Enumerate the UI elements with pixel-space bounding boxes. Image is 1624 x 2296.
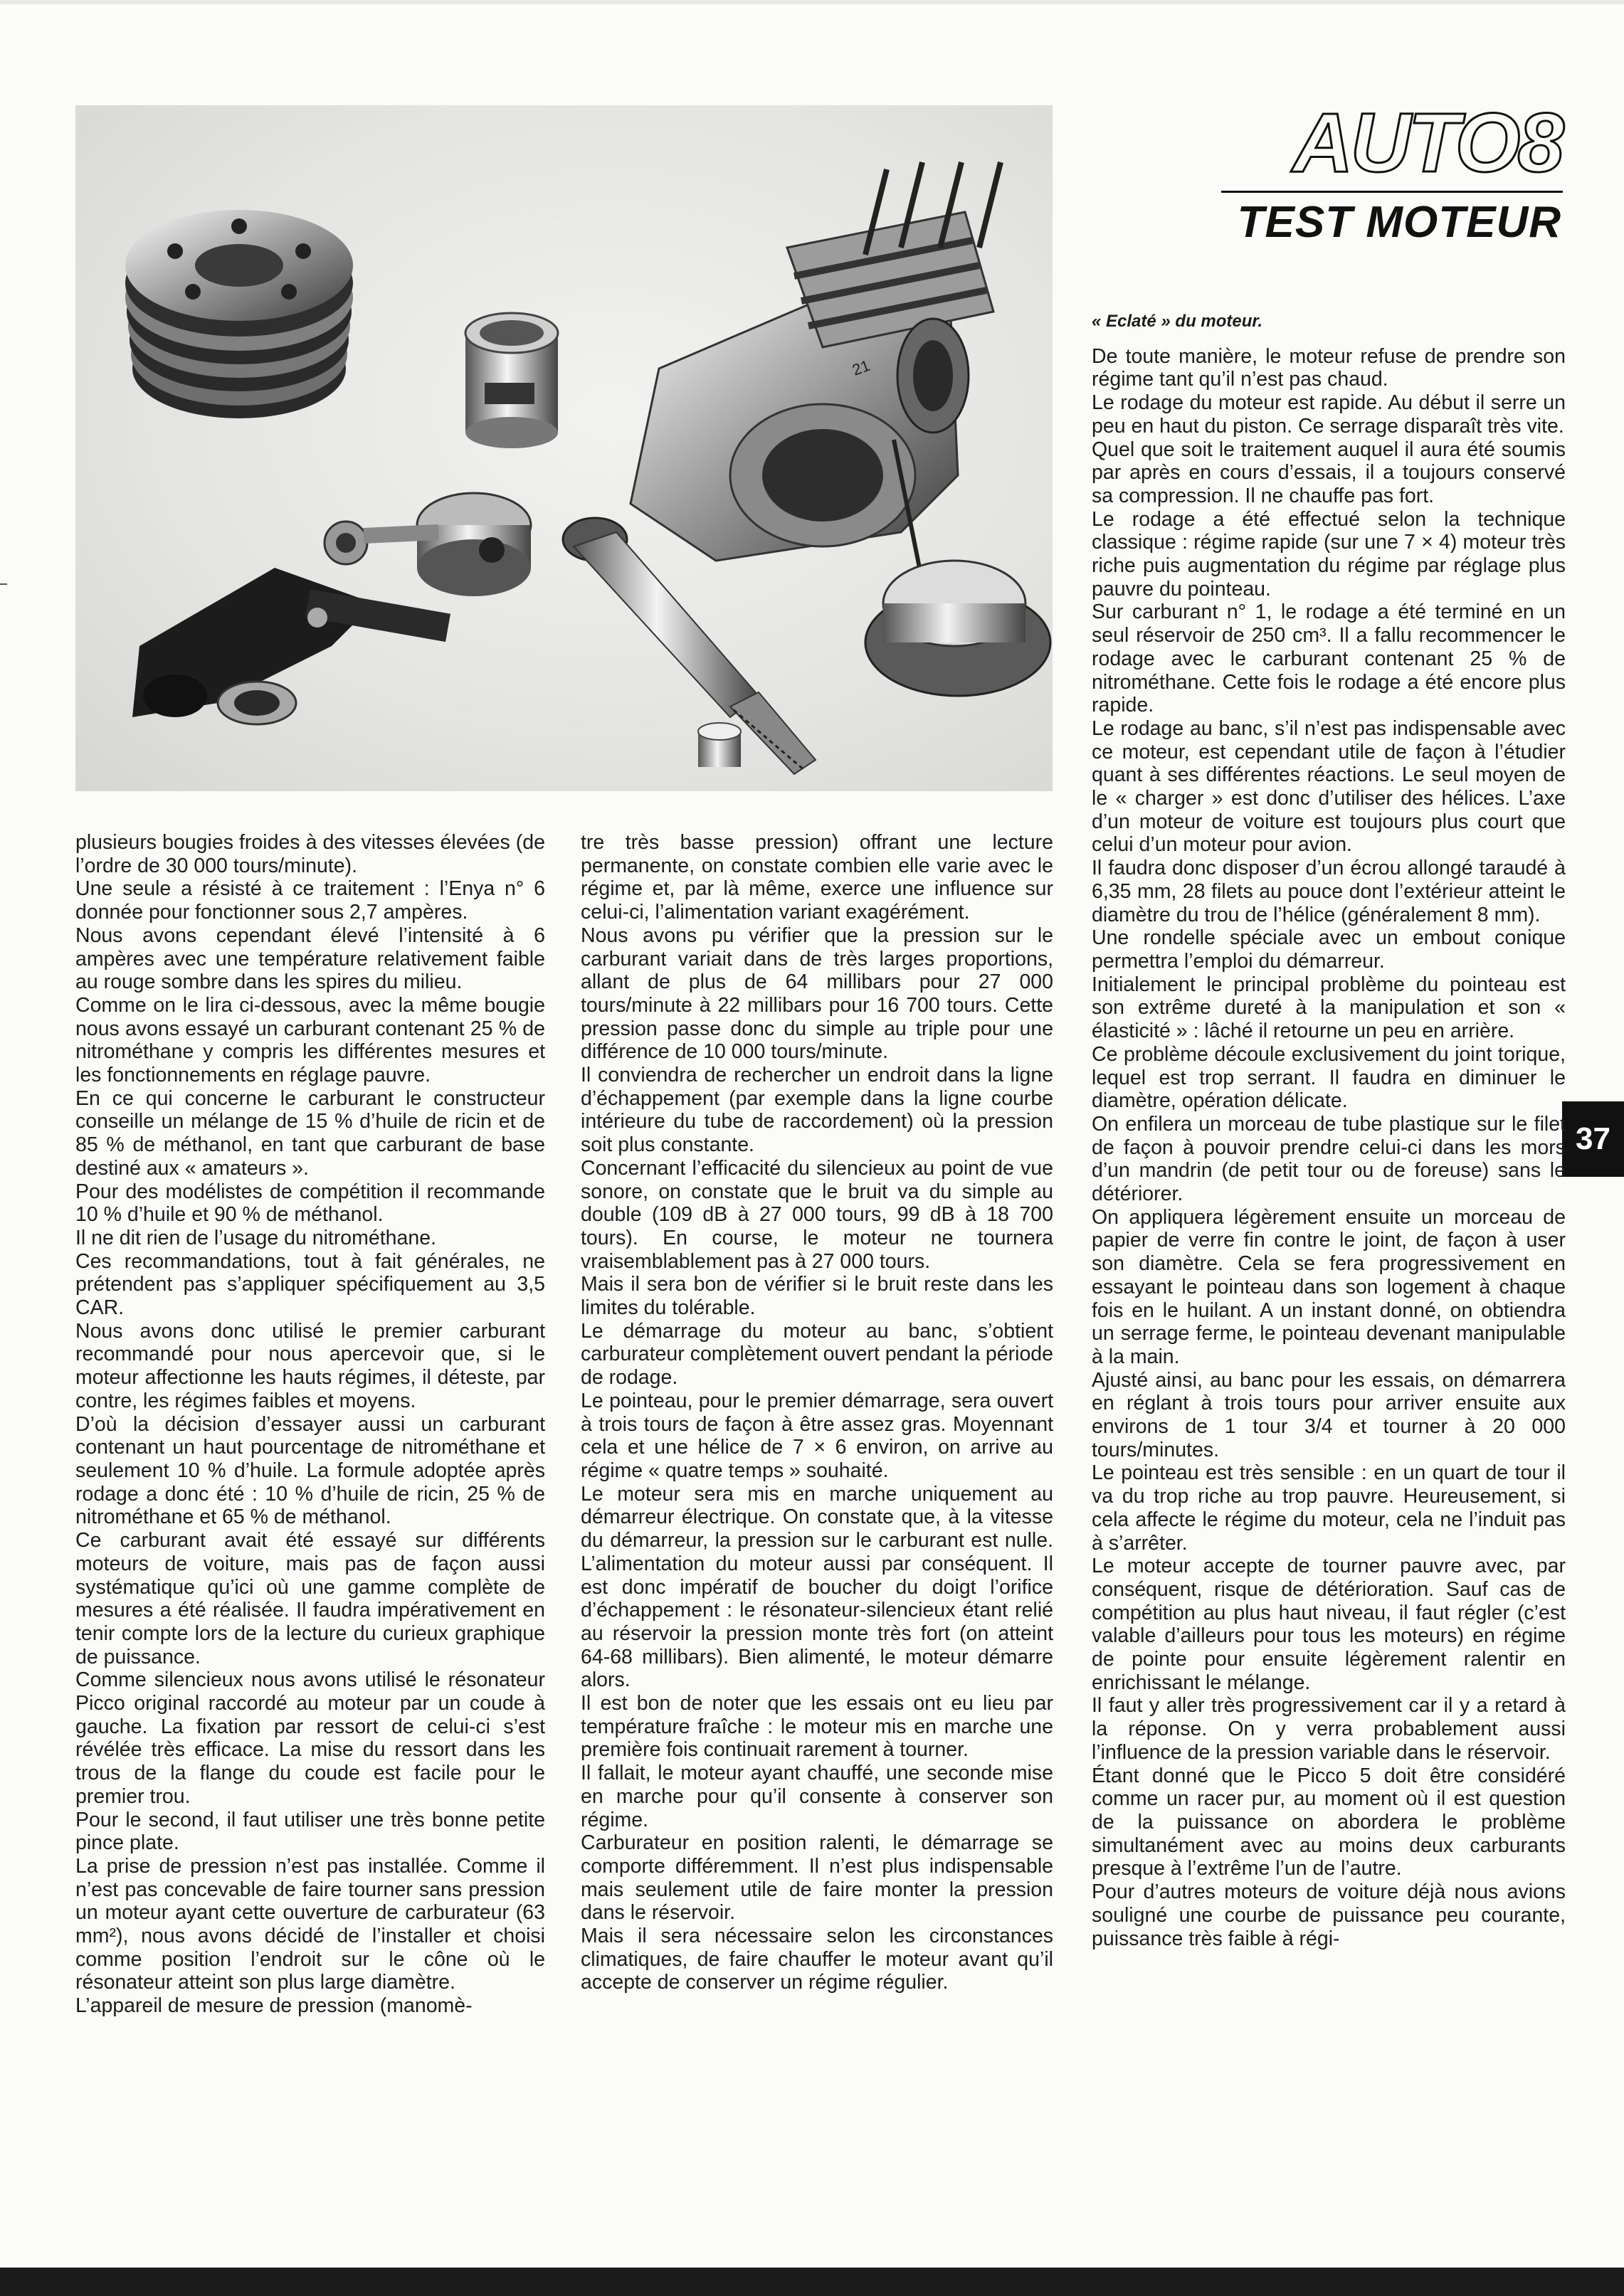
- paragraph: Le démarrage du moteur au banc, s’obtient carburateur complètement ouvert pendant la période de rodage.: [581, 1319, 1053, 1390]
- logo-rule: [1221, 191, 1563, 193]
- paragraph: Le moteur accepte de tourner pauvre avec, par conséquent, risque de détérioration. Sauf cas de compétition au plus haut niveau, il faut régler (c’est valable d’ailleurs pour tous les moteurs) en régime de pointe pour ensuite légèrement ralentir en enrichissant le mélange.: [1092, 1555, 1566, 1694]
- paragraph: plusieurs bougies froides à des vitesses élevées (de l’ordre de 30 000 tours/minute).: [75, 831, 545, 877]
- paragraph: Pour des modélistes de compétition il recommande 10 % d’huile et 90 % de méthanol.: [75, 1180, 545, 1227]
- paragraph: Nous avons pu vérifier que la pression sur le carburant variait dans de très larges proportions, allant de plus de 64 millibars pour 27 000 tours/minute à 22 millibars pour 16 700 tours. Cette pression passe donc du simple au triple pour une différence de 10 000 tours/minute.: [581, 924, 1053, 1064]
- section-title: TEST MOTEUR: [1237, 198, 1561, 247]
- magazine-logo: [1218, 96, 1567, 258]
- paragraph: Sur carburant n° 1, le rodage a été terminé en un seul réservoir de 250 cm³. Il a fallu recommencer le rodage avec le carburant contenant 25 % de nitrométhane. Cette fois le rodage a été encore plus rapide.: [1092, 601, 1566, 717]
- paragraph: Une seule a résisté à ce traitement : l’Enya n° 6 donnée pour fonctionner sous 2,7 ampères.: [75, 877, 545, 924]
- paragraph: Le rodage a été effectué selon la technique classique : régime rapide (sur une 7 × 4) moteur très riche puis augmentation du régime par réglage plus pauvre du pointeau.: [1092, 507, 1566, 601]
- paragraph: Ce carburant avait été essayé sur différents moteurs de voiture, mais pas de façon aussi systématique qu’ici où une gamme complète de mesures a été réalisée. Il faudra impérativement en tenir compte lors de la lecture du curieux graphique de puissance.: [75, 1529, 545, 1668]
- paragraph: Il ne dit rien de l’usage du nitrométhane.: [75, 1226, 436, 1249]
- paragraph: Le pointeau, pour le premier démarrage, sera ouvert à trois tours de façon à être assez gras. Moyennant cela et une hélice de 7 × 6 environ, on arrive au régime « quatre temps » souhaité.: [581, 1389, 1053, 1482]
- paragraph: L’appareil de mesure de pression (manomè-: [75, 1994, 473, 2018]
- text-column-1: [75, 831, 545, 2018]
- text-column-2: [581, 831, 1053, 1994]
- paragraph: Le rodage du moteur est rapide. Au début il serre un peu en haut du piston. Ce serrage disparaît très vite.: [1092, 391, 1566, 438]
- page-top-edge: [0, 0, 1624, 4]
- paragraph: De toute manière, le moteur refuse de prendre son régime tant qu’il n’est pas chaud.: [1092, 344, 1566, 391]
- paragraph: Il faut y aller très progressivement car il y a retard à la réponse. On y verra probablement aussi l’influence de la pression variable dans le réservoir.: [1092, 1694, 1566, 1764]
- paragraph: On appliquera légèrement ensuite un morceau de papier de verre fin contre le joint, de façon à user son diamètre. Cela se fera progressivement en essayant le pointeau dans son logement à chaque fois en le huilant. A un instant donné, on obtiendra un serrage ferme, le pointeau devenant manipulable à la main.: [1092, 1205, 1566, 1368]
- paragraph: Il faudra donc disposer d’un écrou allongé taraudé à 6,35 mm, 28 filets au pouce dont l’extérieur atteint le diamètre du trou de l’hélice (généralement 8 mm).: [1092, 857, 1566, 926]
- margin-mark: [0, 583, 7, 585]
- paragraph: D’où la décision d’essayer aussi un carburant contenant un haut pourcentage de nitrométhane et seulement 10 % d’huile. La formule adoptée après rodage a donc été : 10 % d’huile de ricin, 25 % de nitrométhane et 65 % de méthanol.: [75, 1412, 545, 1529]
- cylinder-head: [125, 210, 353, 418]
- paragraph: Comme silencieux nous avons utilisé le résonateur Picco original raccordé au moteur par un coude à gauche. La fixation par ressort de celui-ci s’est révélée très efficace. La mise du ressort dans les trous de la flange du coude est facile pour le premier trou.: [75, 1668, 545, 1808]
- paragraph: Mais il sera bon de vérifier si le bruit reste dans les limites du tolérable.: [581, 1273, 1053, 1320]
- paragraph: Il conviendra de rechercher un endroit dans la ligne d’échappement (par exemple dans la ligne courbe intérieure du tube de raccordement) où la pression soit plus constante.: [581, 1064, 1053, 1157]
- paragraph: Concernant l’efficacité du silencieux au point de vue sonore, on constate que le bruit va du simple au double (109 dB à 27 000 tours, 99 dB à 18 700 tours). En course, le moteur ne tournera vraisemblablement pas à 27 000 tours.: [581, 1156, 1053, 1273]
- page-number: 37: [1562, 1101, 1624, 1177]
- paragraph: Pour d’autres moteurs de voiture déjà nous avions souligné une courbe de puissance peu courante, puissance très faible à régi-: [1092, 1880, 1566, 1950]
- text-column-3: [1092, 310, 1566, 1950]
- paragraph: Comme on le lira ci-dessous, avec la même bougie nous avons essayé un carburant contenant 25 % de nitrométhane y compris les différentes mesures et les fonctionnements en réglage pauvre.: [75, 993, 545, 1087]
- paragraph: Une rondelle spéciale avec un embout conique permettra l’emploi du démarreur.: [1092, 926, 1566, 973]
- paragraph: Mais il sera nécessaire selon les circonstances climatiques, de faire chauffer le moteur avant qu’il accepte de conserver un régime régulier.: [581, 1925, 1053, 1994]
- paragraph: En ce qui concerne le carburant le constructeur conseille un mélange de 15 % d’huile de ricin et de 85 % de méthanol, en tant que carburant de base destiné aux « amateurs ».: [75, 1086, 545, 1180]
- paragraph: Carburateur en position ralenti, le démarrage se comporte différemment. Il n’est plus indispensable mais seulement utile de faire monter la pression dans le réservoir.: [581, 1831, 1053, 1925]
- crankshaft: [563, 518, 816, 774]
- paragraph: Il fallait, le moteur ayant chauffé, une seconde mise en marche pour qu’il consente à conserver son régime.: [581, 1762, 1053, 1831]
- paragraph: Le rodage au banc, s’il n’est pas indispensable avec ce moteur, est cependant utile de façon à l’étudier quant à ses différentes réactions. Le seul moyen de le « charger » est donc d’utiliser des hélices. L’axe d’un moteur de voiture est toujours plus court que celui d’un moteur pour avion.: [1092, 716, 1566, 857]
- paragraph: Quel que soit le traitement auquel il aura été soumis par après en cours d’essais, il a toujours conservé sa compression. Il ne chauffe pas fort.: [1092, 438, 1566, 507]
- paragraph: tre très basse pression) offrant une lecture permanente, on constate combien elle varie avec le régime et, par là même, exerce une influence sur celui-ci, l’alimentation variant exagérément.: [581, 831, 1053, 924]
- piston: [417, 493, 531, 596]
- paragraph: Il est bon de noter que les essais ont eu lieu par température fraîche : le moteur mis en marche une première fois continuait rarement à tourner.: [581, 1692, 1053, 1762]
- paragraph: Étant donné que le Picco 5 doit être considéré comme un racer pur, au moment où il est question de la puissance on abordera le problème simultanément avec au moins deux carburants presque à l’extrême l’un de l’autre.: [1092, 1764, 1566, 1880]
- venturi-cone: [218, 682, 296, 724]
- engine-parts-illustration: [75, 105, 1053, 791]
- paragraph: Nous avons cependant élevé l’intensité à 6 ampères avec une température relativement faible au rouge sombre dans les spires du milieu.: [75, 924, 545, 994]
- photo-caption: « Eclaté » du moteur.: [1092, 312, 1263, 331]
- paragraph: Ajusté ainsi, au banc pour les essais, on démarrera en réglant à trois tours pour arriver ensuite aux environs de 1 tour 3/4 et tourner à 20 000 tours/minutes.: [1092, 1368, 1566, 1461]
- crankcase-backplate: [865, 561, 1050, 696]
- page-bottom-edge: [0, 2268, 1624, 2296]
- crankcase-engraving: 21: [850, 356, 872, 379]
- engine-exploded-photo: [75, 105, 1053, 791]
- paragraph: Le moteur sera mis en marche uniquement au démarreur électrique. On constate que, à la vitesse du démarreur, la pression sur le carburant est nulle. L’alimentation du moteur aussi par conséquent. Il est donc impératif de boucher du doigt l’orifice d’échappement : le résonateur-silencieux étant relié au réservoir la pression monte très fort (on atteint 64-68 millibars). Bien alimenté, le moteur démarre alors.: [581, 1482, 1053, 1692]
- cylinder-liner: [465, 313, 558, 448]
- paragraph: Ces recommandations, tout à fait générales, ne prétendent pas s’appliquer spécifiquement au 3,5 CAR.: [75, 1249, 545, 1320]
- crankcase: [631, 162, 1001, 618]
- paragraph: On enfilera un morceau de tube plastique sur le filet de façon à pouvoir prendre celui-ci dans les mors d’un mandrin (de petit tour ou de foreuse) sans le détériorer.: [1092, 1112, 1566, 1206]
- paragraph: Nous avons donc utilisé le premier carburant recommandé pour nous apercevoir que, si le moteur affectionne les hauts régimes, il déteste, par contre, les régimes faibles et moyens.: [75, 1319, 545, 1412]
- paragraph: Ce problème découle exclusivement du joint torique, lequel est trop serrant. Il faudra en diminuer le diamètre, opération délicate.: [1092, 1042, 1566, 1113]
- bushing: [698, 723, 741, 767]
- paragraph: Initialement le principal problème du pointeau est son extrême dureté à la manipulation et son « élasticité » : lâché il retourne un peu en arrière.: [1092, 973, 1566, 1043]
- paragraph: Pour le second, il faut utiliser une très bonne petite pince plate.: [75, 1808, 545, 1855]
- brand-wordmark: AUTO8: [1292, 96, 1561, 190]
- paragraph: La prise de pression n’est pas installée. Comme il n’est pas concevable de faire tourner sans pression un moteur ayant cette ouverture de carburateur (63 mm²), nous avons décidé de l’installer et choisi comme position l’endroit sur le cône où le résonateur atteint son plus large diamètre.: [75, 1854, 545, 1994]
- paragraph: Le pointeau est très sensible : en un quart de tour il va du trop riche au trop pauvre. Heureusement, si cela affecte le régime du moteur, cela ne l’induit pas à s’arrêter.: [1092, 1461, 1566, 1555]
